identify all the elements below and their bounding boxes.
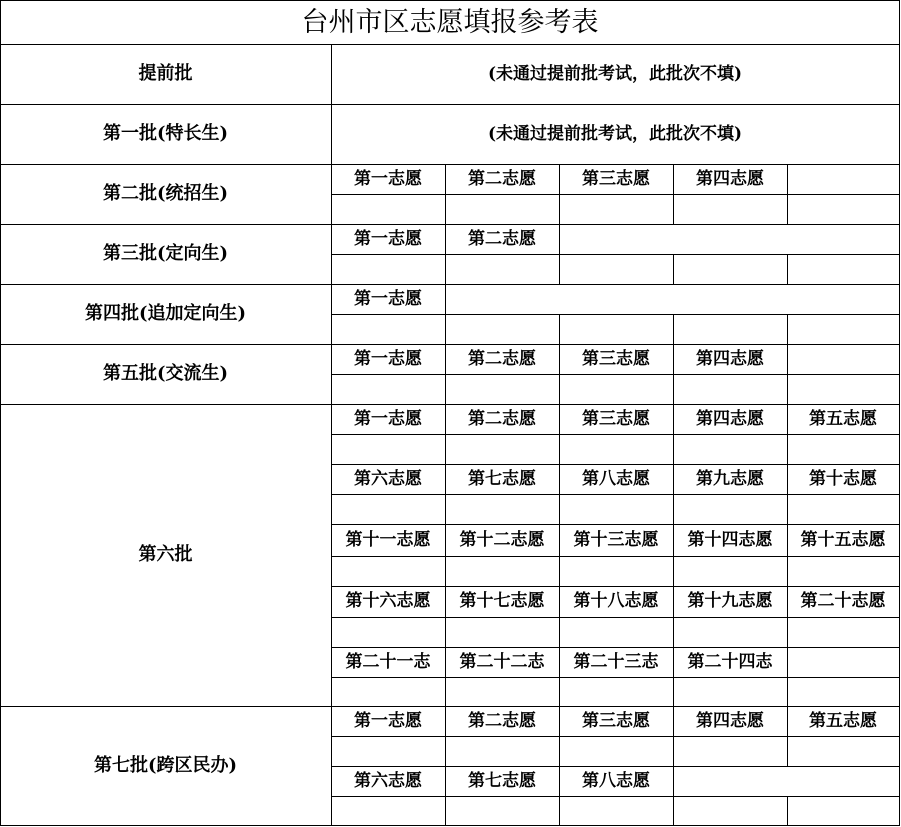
batch-label-b5: 第五批(交流生) (102, 363, 229, 384)
wish-label: 第一志愿 (354, 408, 422, 429)
grid-line-v (559, 254, 560, 285)
grid-line-v (559, 314, 560, 345)
grid-line-v (445, 796, 446, 826)
wish-label: 第七志愿 (468, 468, 536, 489)
grid-line-v (559, 617, 560, 648)
grid-line-v (559, 556, 560, 587)
grid-line-v (673, 796, 674, 826)
batch-label-b0: 提前批 (138, 63, 193, 84)
grid-line-v (787, 736, 788, 767)
grid-line-h (331, 736, 900, 737)
wish-label: 第六志愿 (354, 770, 422, 791)
batch-label-b2: 第二批(统招生) (102, 183, 229, 204)
grid-line-h (331, 556, 900, 557)
wish-label: 第三志愿 (582, 348, 650, 369)
grid-line-v (559, 736, 560, 767)
grid-line-v (673, 677, 674, 707)
grid-line-v (445, 617, 446, 648)
wish-label: 第五志愿 (809, 710, 877, 731)
grid-line-v (673, 434, 674, 465)
grid-line-v (445, 314, 446, 345)
grid-line-v (787, 314, 788, 345)
grid-line-h (331, 617, 900, 618)
grid-line-v (673, 314, 674, 345)
grid-line-v (445, 374, 446, 405)
wish-label: 第十七志愿 (459, 591, 545, 611)
grid-line-v (445, 677, 446, 707)
wish-label: 第四志愿 (696, 408, 764, 429)
wish-label: 第四志愿 (696, 348, 764, 369)
wish-label: 第八志愿 (582, 770, 650, 791)
grid-line-v (559, 374, 560, 405)
grid-line-h (331, 796, 900, 797)
grid-line-h (331, 494, 900, 495)
wish-label: 第十八志愿 (573, 591, 659, 611)
grid-line-v (899, 0, 900, 826)
wish-label: 第八志愿 (582, 468, 650, 489)
wish-label: 第四志愿 (696, 710, 764, 731)
grid-line-v (787, 677, 788, 707)
grid-line-v (559, 677, 560, 707)
batch-label-b1: 第一批(特长生) (102, 123, 229, 144)
grid-line-v (445, 494, 446, 525)
grid-line-v (787, 796, 788, 826)
wish-label: 第二十一志 (345, 651, 431, 672)
grid-line-v (559, 494, 560, 525)
grid-line-v (673, 194, 674, 225)
sheet-title: 台州市区志愿填报参考表 (301, 6, 599, 38)
grid-line-h (331, 374, 900, 375)
grid-line-v (673, 556, 674, 587)
wish-label: 第十九志愿 (687, 591, 773, 611)
batch-label-b4: 第四批(追加定向生) (84, 303, 247, 324)
grid-line-v (787, 556, 788, 587)
grid-line-v (787, 647, 788, 678)
batch-label-b3: 第三批(定向生) (102, 243, 229, 264)
wish-label: 第十三志愿 (573, 529, 659, 550)
grid-line-v (787, 374, 788, 405)
wish-label: 第七志愿 (468, 770, 536, 791)
wish-label: 第二志愿 (468, 348, 536, 369)
grid-line-v (445, 556, 446, 587)
wish-label: 第三志愿 (582, 710, 650, 731)
grid-line-v (787, 434, 788, 465)
batch-note: (未通过提前批考试，此批次不填) (487, 123, 743, 144)
grid-line-h (331, 194, 900, 195)
batch-note: (未通过提前批考试，此批次不填) (487, 63, 743, 84)
grid-line-v (673, 617, 674, 648)
grid-line-v (445, 434, 446, 465)
grid-line-v (673, 374, 674, 405)
wish-label: 第一志愿 (354, 228, 422, 249)
grid-line-v (559, 194, 560, 225)
grid-line-v (787, 617, 788, 648)
grid-line-h (331, 677, 900, 678)
grid-line-v (445, 254, 446, 285)
grid-line-v (445, 194, 446, 225)
wish-label: 第一志愿 (354, 710, 422, 731)
wish-label: 第一志愿 (354, 288, 422, 309)
grid-line-v (673, 254, 674, 285)
wish-label: 第十二志愿 (459, 529, 545, 550)
wish-label: 第二志愿 (468, 168, 536, 189)
grid-line-h (0, 825, 900, 826)
grid-line-v (559, 796, 560, 826)
batch-label-b6: 第六批 (138, 544, 193, 565)
batch-label-b7: 第七批(跨区民办) (93, 754, 238, 776)
grid-line-v (445, 736, 446, 767)
wish-label: 第九志愿 (696, 468, 764, 489)
grid-line-v (673, 736, 674, 767)
wish-label: 第六志愿 (354, 468, 422, 489)
wish-label: 第十志愿 (809, 468, 877, 489)
wish-label: 第二志愿 (468, 228, 536, 249)
wish-label: 第二十三志 (573, 651, 659, 672)
wish-label: 第二志愿 (468, 710, 536, 731)
wish-label: 第二十四志 (687, 651, 773, 672)
wish-label: 第十六志愿 (345, 591, 431, 611)
grid-line-h (331, 314, 900, 315)
wish-label: 第四志愿 (696, 168, 764, 189)
grid-line-h (331, 254, 900, 255)
grid-line-v (787, 494, 788, 525)
grid-line-v (559, 434, 560, 465)
wish-label: 第一志愿 (354, 348, 422, 369)
grid-line-v (787, 194, 788, 225)
wish-label: 第十一志愿 (345, 529, 431, 550)
wish-label: 第十四志愿 (687, 529, 773, 550)
grid-line-v (559, 224, 560, 255)
grid-line-v (673, 766, 674, 797)
wish-label: 第二十志愿 (800, 591, 886, 611)
grid-line-v (787, 254, 788, 285)
wish-label: 第五志愿 (809, 408, 877, 429)
wish-label: 第二志愿 (468, 408, 536, 429)
grid-line-v (787, 164, 788, 195)
wish-label: 第十五志愿 (800, 529, 886, 550)
wish-label: 第一志愿 (354, 168, 422, 189)
grid-line-v (445, 284, 446, 315)
grid-line-h (331, 434, 900, 435)
wish-label: 第三志愿 (582, 168, 650, 189)
grid-line-v (673, 494, 674, 525)
wish-label: 第二十二志 (459, 651, 545, 672)
wish-label: 第三志愿 (582, 408, 650, 429)
grid-line-v (787, 344, 788, 375)
